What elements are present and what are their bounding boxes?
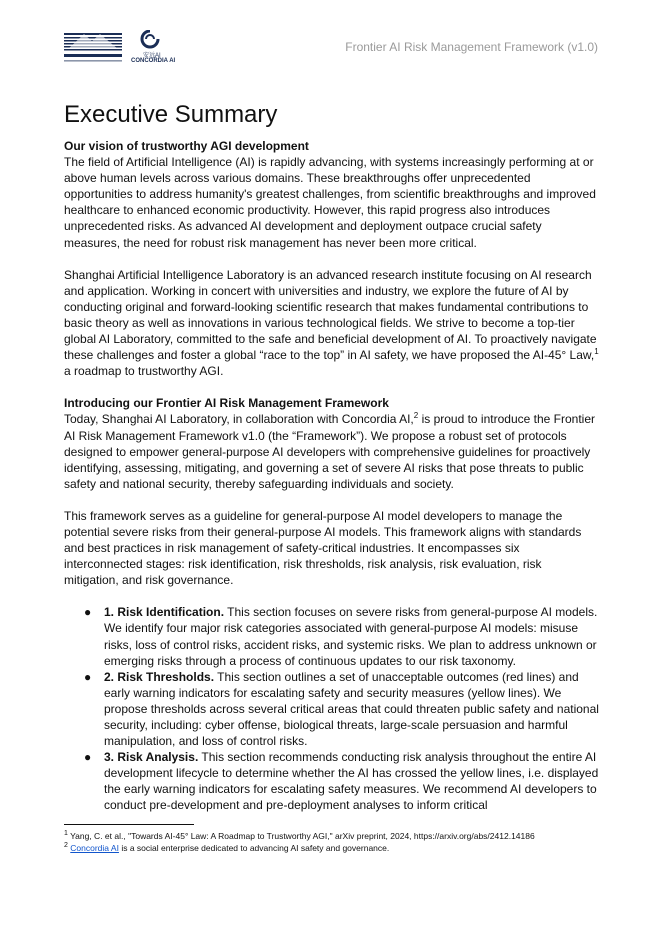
- stage-text: This section recommends conducting risk analysis throughout the entire AI development lifecycle to determine whether the AI has crossed the yellow lines, i.e. displayed the early warning indicators for escalating safety measures. We recommend AI developers to conduct pre-development and pre-deployment analyses to inform critical: [104, 750, 599, 813]
- intro-paragraph-1-start: Today, Shanghai AI Laboratory, in collaboration with Concordia AI,: [64, 412, 414, 427]
- shanghai-ai-lab-logo-icon: [64, 31, 122, 65]
- bullet-icon: ●: [84, 605, 92, 620]
- concordia-ai-logo: [131, 30, 179, 66]
- vision-paragraph-2-end: a roadmap to trustworthy AGI.: [64, 364, 224, 379]
- footnote-ref-1[interactable]: 1: [594, 347, 599, 357]
- concordia-ai-en-name: CONCORDIA AI: [131, 58, 176, 64]
- concordia-ai-logo-icon: [138, 30, 162, 50]
- framework-stages-list: [64, 604, 599, 813]
- vision-paragraph-2: [64, 267, 599, 380]
- vision-paragraph-2-text: Shanghai Artificial Intelligence Laboratory is an advanced research institute focusing on AI research and application. Working in concert with universities and industry, we explore the future of AI by conducting original and forward-looking scientific research that makes fundamental contributions to basic theory as well as innovations in various technological fields. We strive to become a top-tier global AI Laboratory, committed to the safe and beneficial development of AI. To proactively navigate these challenges and foster a global “race to the top” in AI safety, we have proposed the AI-45° Law,: [64, 267, 597, 363]
- footnote-1: [64, 830, 624, 842]
- intro-paragraph-2: This framework serves as a guideline for general-purpose AI model developers to manage the potential severe risks from their general-purpose AI models. This framework aligns with standards and best practices in risk management of safety-critical industries. It encompasses six interconnected stages: risk identification, risk thresholds, risk analysis, risk evaluation, risk mitigation, and risk governance.: [64, 508, 582, 588]
- stage-title: 2. Risk Thresholds.: [104, 669, 215, 684]
- concordia-ai-cn-name: 安远AI: [143, 53, 161, 59]
- stage-title: 3. Risk Analysis.: [104, 750, 199, 765]
- intro-paragraph-1-end: is proud to introduce the Frontier AI Risk Management Framework v1.0 (the “Framework”). We propose a robust set of protocols designed to empower general-purpose AI developers with comprehensive guidelines for proactively identifying, assessing, mitigating, and governing a set of severe AI risks that pose threats to public safety and national security, thereby safeguarding individuals and society.: [64, 412, 595, 491]
- footnote-divider: [64, 824, 194, 825]
- footnote-text: Yang, C. et al., "Towards AI-45° Law: A Roadmap to Trustworthy AGI," arXiv preprint, 2024, https://arxiv.org/abs/2412.14186: [67, 831, 535, 841]
- list-item: [64, 604, 599, 668]
- footnote-2: [64, 842, 624, 854]
- footnotes: [64, 830, 624, 854]
- footnote-ref-2[interactable]: 2: [413, 411, 419, 421]
- intro-paragraph-1: [64, 411, 599, 491]
- stage-title: 1. Risk Identification.: [104, 605, 225, 620]
- footnote-text: is a social enterprise dedicated to advancing AI safety and governance.: [118, 843, 390, 853]
- concordia-ai-link[interactable]: Concordia AI: [70, 843, 119, 853]
- intro-heading: Introducing our Frontier AI Risk Management Framework: [64, 396, 389, 411]
- bullet-icon: ●: [84, 669, 92, 684]
- main-content: [64, 100, 599, 814]
- running-header: Frontier AI Risk Management Framework (v1.0): [345, 40, 598, 54]
- bullet-icon: ●: [84, 750, 92, 765]
- vision-paragraph-1: The field of Artificial Intelligence (AI) is rapidly advancing, with systems increasingly performing at or above human levels across various domains. These breakthroughs offer unprecedented opportunities to address humanity's greatest challenges, from scientific breakthroughs and improved healthcare to enhanced economic productivity. However, this rapid progress also introduces unprecedented risks. As advanced AI development and deployment outpace crucial safety measures, the need for robust risk management has never been more critical.: [64, 155, 596, 250]
- vision-heading: Our vision of trustworthy AGI development: [64, 139, 309, 153]
- list-item: [64, 749, 599, 813]
- page-title: Executive Summary: [64, 101, 278, 128]
- stage-text: This section focuses on severe risks from general-purpose AI models. We identify four major risk categories associated with general-purpose AI models: misuse risks, loss of control risks, accident risks, and systemic risks. We plan to address unknown or emerging risks through a process of continuous updates to our risk taxonomy.: [104, 605, 598, 668]
- footnote-mark: 1: [64, 830, 68, 838]
- stage-text: This section outlines a set of unacceptable outcomes (red lines) and early warning indicators for escalating safety and security measures (yellow lines). We propose thresholds across several critical areas that could threaten public safety and national security, including: cyber offense, biological threats, large-scale persuasion and harmful manipulation, and loss of control risks.: [104, 669, 599, 749]
- footnote-mark: 2: [64, 842, 68, 850]
- list-item: [64, 669, 599, 749]
